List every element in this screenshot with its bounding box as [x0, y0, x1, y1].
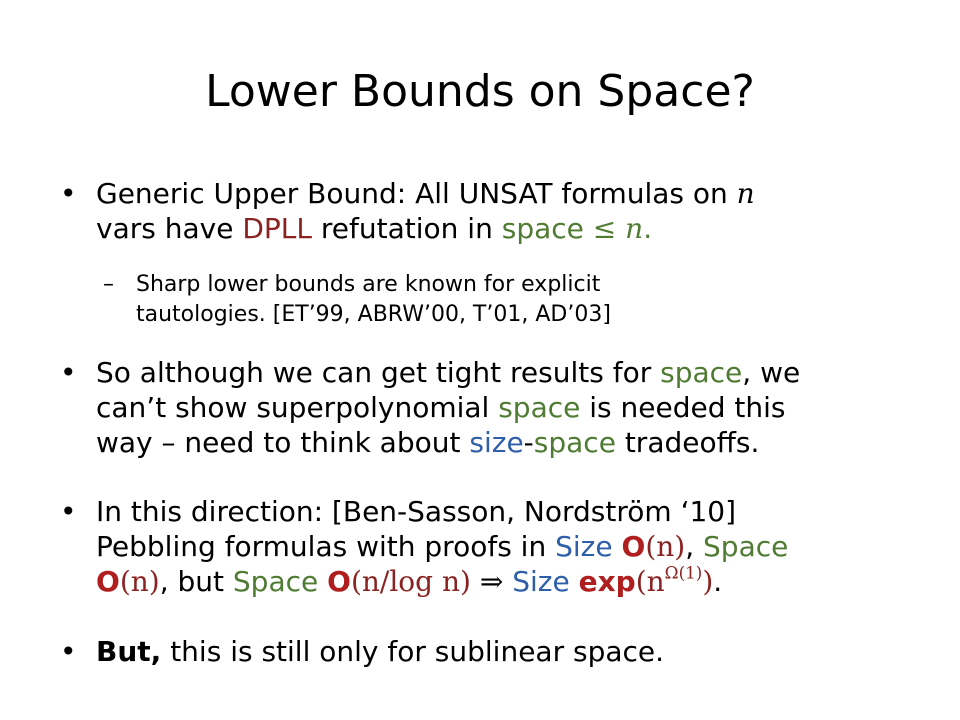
bullet-line: way – need to think about size-space tradeoffs. — [96, 426, 760, 459]
exponent: Ω(1) — [664, 562, 703, 583]
bullet-line: Generic Upper Bound: All UNSAT formulas on n — [96, 177, 755, 210]
dpll-term: DPLL — [242, 212, 312, 245]
sub-bullet-line: tautologies. [ET’99, ABRW’00, T’01, AD’03] — [136, 302, 611, 327]
size-term: Size — [555, 530, 622, 563]
space-term: space — [498, 391, 581, 424]
bullet-dot: • — [60, 356, 77, 389]
size-term: Size — [512, 565, 579, 598]
size-term: size — [469, 426, 524, 459]
space-term: Space — [232, 565, 328, 598]
bullet-dot: • — [60, 495, 77, 528]
sub-bullet-dash: – — [103, 272, 114, 297]
bullet-line: In this direction: [Ben-Sasson, Nordström ‘10] — [96, 495, 737, 528]
implies-arrow: ⇒ — [470, 565, 513, 598]
bullet-line: So although we can get tight results for space, we — [96, 356, 801, 389]
bullet-dot: • — [60, 177, 77, 210]
sub-bullet-line: Sharp lower bounds are known for explicit — [136, 272, 601, 297]
bullet-line: can’t show superpolynomial space is needed this — [96, 391, 786, 424]
space-term: space — [533, 426, 616, 459]
space-term: Space — [703, 530, 789, 563]
bullet-line: Pebbling formulas with proofs in Size O(n), Space — [96, 530, 789, 563]
slide-title: Lower Bounds on Space? — [205, 66, 755, 117]
bullet-line: But, this is still only for sublinear space. — [96, 635, 665, 668]
bullet-dot: • — [60, 635, 77, 668]
bullet-line: vars have DPLL refutation in space ≤ n. — [96, 212, 653, 245]
space-term: space — [501, 212, 593, 245]
bullet-line: O(n), but Space O(n/log n) ⇒ Size $\exp(n^{\Omega(1)})$. — [96, 562, 723, 598]
space-term: space — [660, 356, 743, 389]
